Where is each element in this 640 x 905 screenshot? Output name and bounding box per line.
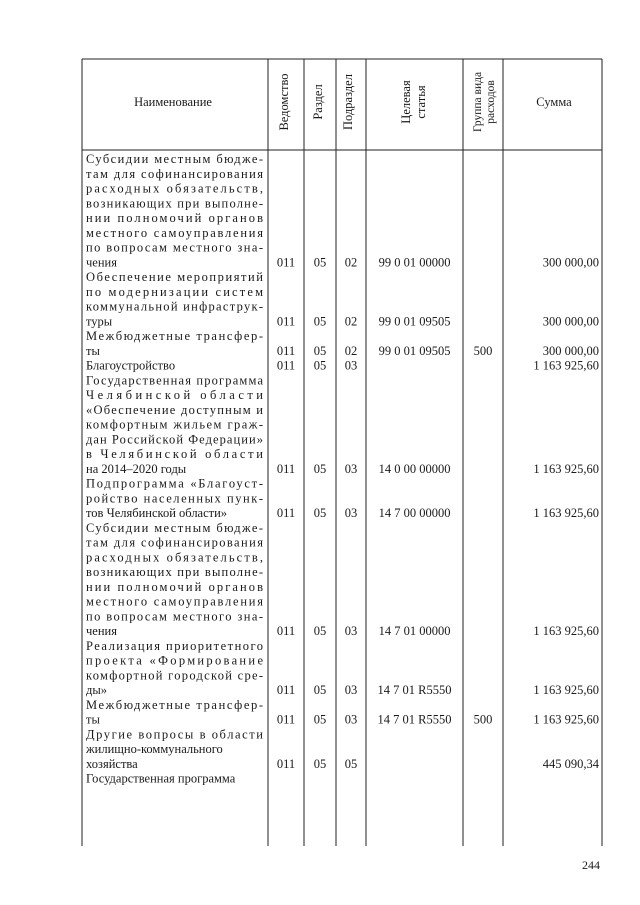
row-name-line: нии полномочий органов <box>86 579 263 594</box>
row-name-line: Субсидии местным бюдже- <box>86 152 263 166</box>
row-vedomstvo: 011 <box>276 461 296 476</box>
row-vedomstvo: 011 <box>276 314 296 329</box>
row-summa: 1 163 925,60 <box>533 624 599 638</box>
row-celevaya-statya: 14 0 00 00000 <box>378 461 451 476</box>
row-name-line: на 2014–2020 годы <box>86 461 187 476</box>
row-name-line: расходных обязательств, <box>86 550 263 565</box>
header-podrazdel: Подраздел <box>341 74 355 130</box>
row-vedomstvo: 011 <box>276 756 296 771</box>
row-razdel: 05 <box>313 624 327 638</box>
row-celevaya-statya: 14 7 01 00000 <box>378 624 451 638</box>
row-podrazdel: 03 <box>344 506 358 520</box>
row-celevaya-statya: 14 7 01 R5550 <box>377 683 452 697</box>
row-name-line: коммунальной инфраструк- <box>86 299 263 314</box>
row-razdel: 05 <box>313 343 327 358</box>
row-summa: 300 000,00 <box>542 314 599 329</box>
row-vedomstvo: 011 <box>276 712 296 727</box>
row-vedomstvo: 011 <box>276 255 296 270</box>
header-razdel: Раздел <box>311 84 325 120</box>
row-podrazdel: 03 <box>344 712 358 727</box>
row-name-line: Государственная программа <box>86 771 236 786</box>
row-name-line: Субсидии местным бюдже- <box>86 520 263 535</box>
row-razdel: 05 <box>313 683 327 697</box>
header-statya-line1: Целевая <box>399 80 413 124</box>
row-name-line: Благоустройство <box>86 358 176 373</box>
row-celevaya-statya: 99 0 01 09505 <box>378 343 451 358</box>
row-celevaya-statya: 14 7 01 R5550 <box>377 712 452 727</box>
row-name-line: чения <box>86 624 117 638</box>
row-podrazdel: 02 <box>344 343 358 358</box>
row-razdel: 05 <box>313 712 327 727</box>
row-razdel: 05 <box>313 461 327 476</box>
row-summa: 445 090,34 <box>542 756 599 771</box>
header-vedomstvo: Ведомство <box>277 73 291 131</box>
row-celevaya-statya: 99 0 01 09505 <box>378 314 451 329</box>
row-name-line: туры <box>86 314 113 329</box>
row-name-line: жилищно-коммунального <box>86 742 223 756</box>
row-name-line: по вопросам местного зна- <box>86 609 263 624</box>
header-summa: Сумма <box>536 95 572 109</box>
row-gruppa-vida: 500 <box>473 712 493 727</box>
row-celevaya-statya: 99 0 01 00000 <box>378 255 451 270</box>
row-razdel: 05 <box>313 506 327 520</box>
row-name-line: по модернизации систем <box>86 284 263 299</box>
row-razdel: 05 <box>313 314 327 329</box>
row-vedomstvo: 011 <box>276 343 296 358</box>
row-summa: 300 000,00 <box>542 255 599 270</box>
row-vedomstvo: 011 <box>276 683 296 697</box>
row-name-line: нии полномочий органов <box>86 211 263 225</box>
row-name-line: Подпрограмма «Благоуст- <box>86 476 263 491</box>
row-podrazdel: 03 <box>344 624 358 638</box>
row-vedomstvo: 011 <box>276 506 296 520</box>
row-name-line: проекта «Формирование <box>86 653 263 668</box>
row-vedomstvo: 011 <box>276 358 296 373</box>
row-razdel: 05 <box>313 255 327 270</box>
row-name-line: ты <box>86 712 100 727</box>
row-podrazdel: 02 <box>344 314 358 329</box>
row-podrazdel: 03 <box>344 683 358 697</box>
row-summa: 300 000,00 <box>542 343 599 358</box>
table-body <box>85 152 600 786</box>
row-name-line: Челябинской области <box>86 388 263 402</box>
row-gruppa-vida: 500 <box>473 343 493 358</box>
row-name-line: возникающих при выполне- <box>86 196 263 211</box>
row-name-line: чения <box>86 255 117 270</box>
row-razdel: 05 <box>313 756 327 771</box>
row-celevaya-statya: 14 7 00 00000 <box>378 506 451 520</box>
row-podrazdel: 03 <box>344 358 358 373</box>
row-podrazdel: 05 <box>344 756 358 771</box>
row-name-line: там для софинансирования <box>86 535 263 550</box>
row-summa: 1 163 925,60 <box>533 683 599 697</box>
row-name-line: дан Российской Федерации» <box>86 432 263 447</box>
row-name-line: «Обеспечение доступным и <box>86 402 263 417</box>
row-name-line: ды» <box>86 683 108 697</box>
row-name-line: хозяйства <box>86 756 138 771</box>
row-name-line: комфортной городской сре- <box>86 668 263 683</box>
row-summa: 1 163 925,60 <box>533 712 599 727</box>
header-gruppa-line1: Группа вида <box>472 71 484 133</box>
row-name-line: Другие вопросы в области <box>86 727 263 742</box>
header-gruppa-line2: расходов <box>485 80 497 124</box>
row-razdel: 05 <box>313 358 327 373</box>
row-summa: 1 163 925,60 <box>533 461 599 476</box>
page-number: 244 <box>582 858 600 872</box>
row-name-line: местного самоуправления <box>86 594 263 609</box>
row-name-line: комфортным жильем граж- <box>86 417 263 432</box>
row-podrazdel: 02 <box>344 255 358 270</box>
row-name-line: ты <box>86 343 100 358</box>
row-name-line: там для софинансирования <box>86 166 263 181</box>
row-name-line: по вопросам местного зна- <box>86 240 263 255</box>
row-name-line: Обеспечение мероприятий <box>86 270 263 284</box>
header-statya-line2: статья <box>414 85 428 119</box>
table-header <box>134 72 572 132</box>
row-summa: 1 163 925,60 <box>533 506 599 520</box>
row-name-line: тов Челябинской области» <box>86 506 228 520</box>
row-name-line: расходных обязательств, <box>86 181 263 196</box>
row-vedomstvo: 011 <box>276 624 296 638</box>
row-name-line: местного самоуправления <box>86 225 263 240</box>
row-name-line: Реализация приоритетного <box>86 638 263 653</box>
row-name-line: Межбюджетные трансфер- <box>86 329 263 343</box>
header-name: Наименование <box>134 95 212 109</box>
row-name-line: в Челябинской области <box>86 447 263 461</box>
row-name-line: ройство населенных пунк- <box>86 491 263 506</box>
row-name-line: Межбюджетные трансфер- <box>86 697 263 712</box>
row-summa: 1 163 925,60 <box>533 358 599 373</box>
row-name-line: Государственная программа <box>86 373 263 388</box>
row-podrazdel: 03 <box>344 461 358 476</box>
row-name-line: возникающих при выполне- <box>86 565 263 579</box>
